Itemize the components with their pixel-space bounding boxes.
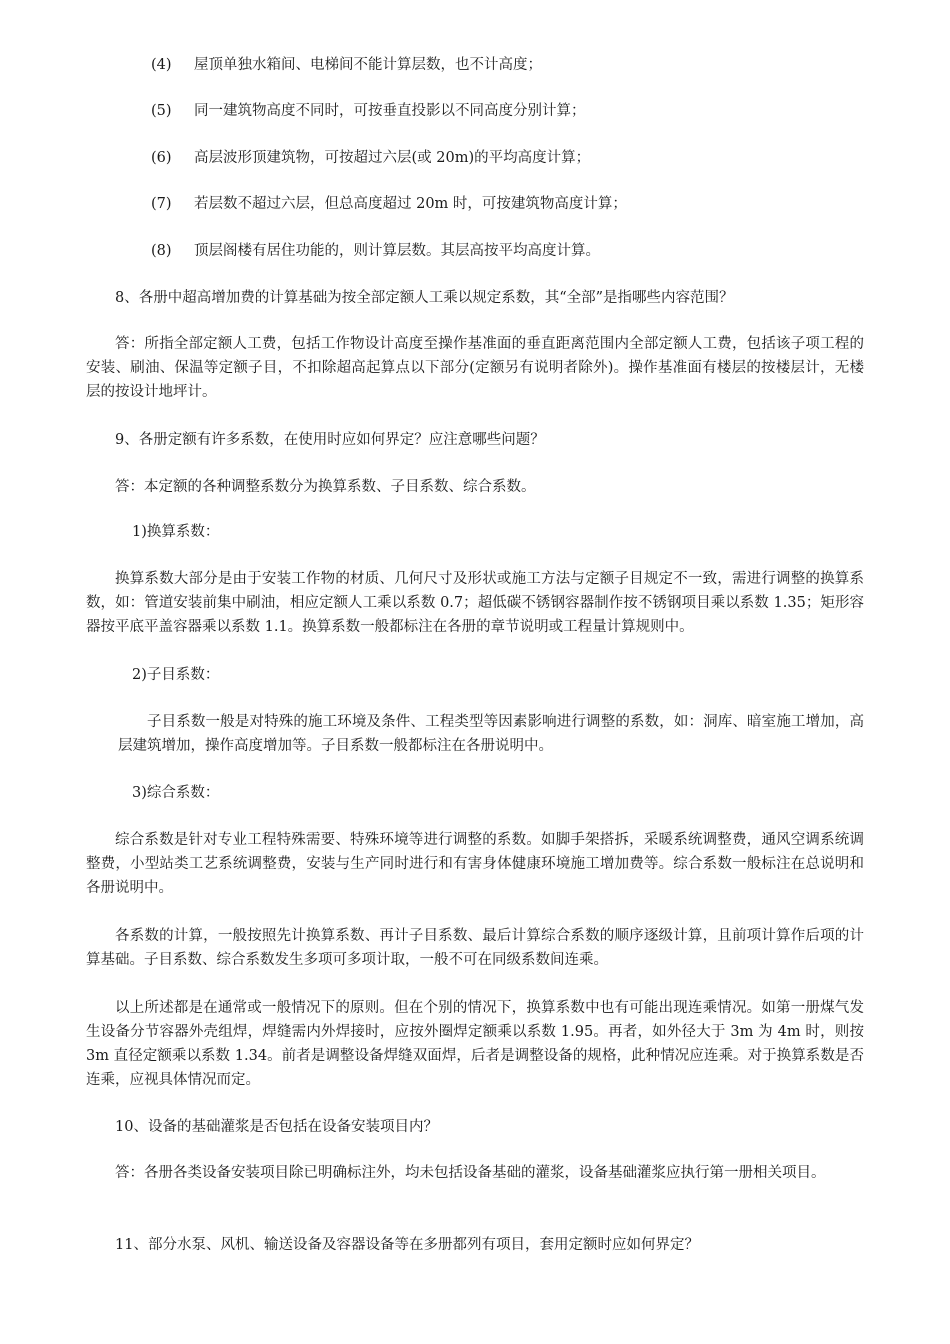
item-text: 若层数不超过六层，但总高度超过 20m 时，可按建筑物高度计算； (194, 196, 627, 212)
paragraph-exceptions: 以上所述都是在通常或一般情况下的原则。但在个别的情况下，换算系数中也有可能出现连乘情况。如第一册煤气发生设备分节容器外壳组焊，焊缝需内外焊接时，应按外圈焊定额乘以系数 1.95。再者，如外径大于 3m 为 4m 时，则按 3m 直径定额乘以系数 1.34。前者是调整设备焊缝双面焊，后者是调整设备的规格，此种情况应连乘。对于换算系数是否连乘，应视具体情况而定。 (86, 1000, 864, 1088)
answer-10: 答：各册各类设备安装项目除已明确标注外，均未包括设备基础的灌浆，设备基础灌浆应执行第一册相关项目。 (115, 1165, 826, 1181)
paragraph-subitem-coefficient: 子目系数一般是对特殊的施工环境及条件、工程类型等因素影响进行调整的系数，如：洞库、暗室施工增加，高层建筑增加，操作高度增加等。子目系数一般都标注在各册说明中。 (118, 714, 864, 754)
answer-8: 答：所指全部定额人工费，包括工作物设计高度至操作基准面的垂直距离范围内全部定额人工费，包括该子项工程的安装、刷油、保温等定额子目，不扣除超高起算点以下部分(定额另有说明者除外)。操作基准面有楼层的按楼层计，无楼层的按设计地坪计。 (86, 336, 864, 400)
heading-comprehensive-coefficient: 3)综合系数： (132, 785, 220, 801)
item-text: 高层波形顶建筑物，可按超过六层(或 20m)的平均高度计算； (194, 150, 591, 166)
item-number: (5) (151, 103, 172, 119)
paragraph-comprehensive-coefficient: 综合系数是针对专业工程特殊需要、特殊环境等进行调整的系数。如脚手架搭拆，采暖系统调整费，通风空调系统调整费，小型站类工艺系统调整费，安装与生产同时进行和有害身体健康环境施工增加费等。综合系数一般标注在总说明和各册说明中。 (86, 832, 864, 896)
item-text: 屋顶单独水箱间、电梯间不能计算层数，也不计高度； (194, 57, 542, 73)
paragraph-calculation-order: 各系数的计算，一般按照先计换算系数、再计子目系数、最后计算综合系数的顺序逐级计算，且前项计算作后项的计算基础。子目系数、综合系数发生多项可多项计取，一般不可在同级系数间连乘。 (86, 928, 864, 968)
question-11: 11、部分水泵、风机、输送设备及容器设备等在多册都列有项目，套用定额时应如何界定？ (115, 1237, 699, 1253)
item-number: (6) (151, 150, 172, 166)
paragraph-conversion-coefficient: 换算系数大部分是由于安装工作物的材质、几何尺寸及形状或施工方法与定额子目规定不一致，需进行调整的换算系数，如：管道安装前集中刷油，相应定额人工乘以系数 0.7；超低碳不锈钢容器制作按不锈钢项目乘以系数 1.35；矩形容器按平底平盖容器乘以系数 1.1。换算系数一般都标注在各册的章节说明或工程量计算规则中。 (86, 571, 864, 635)
item-number: (8) (151, 243, 172, 259)
item-text: 同一建筑物高度不同时，可按垂直投影以不同高度分别计算； (194, 103, 586, 119)
question-8: 8、各册中超高增加费的计算基础为按全部定额人工乘以规定系数，其“全部”是指哪些内容范围？ (115, 290, 734, 306)
item-number: (7) (151, 196, 172, 212)
question-9: 9、各册定额有许多系数，在使用时应如何界定？应注意哪些问题？ (115, 432, 545, 448)
item-text: 顶层阁楼有居住功能的，则计算层数。其层高按平均高度计算。 (194, 243, 600, 259)
heading-subitem-coefficient: 2)子目系数： (132, 667, 220, 683)
answer-9: 答：本定额的各种调整系数分为换算系数、子目系数、综合系数。 (115, 479, 536, 495)
item-number: (4) (151, 57, 172, 73)
question-10: 10、设备的基础灌浆是否包括在设备安装项目内？ (115, 1119, 438, 1135)
heading-conversion-coefficient: 1)换算系数： (132, 524, 220, 540)
